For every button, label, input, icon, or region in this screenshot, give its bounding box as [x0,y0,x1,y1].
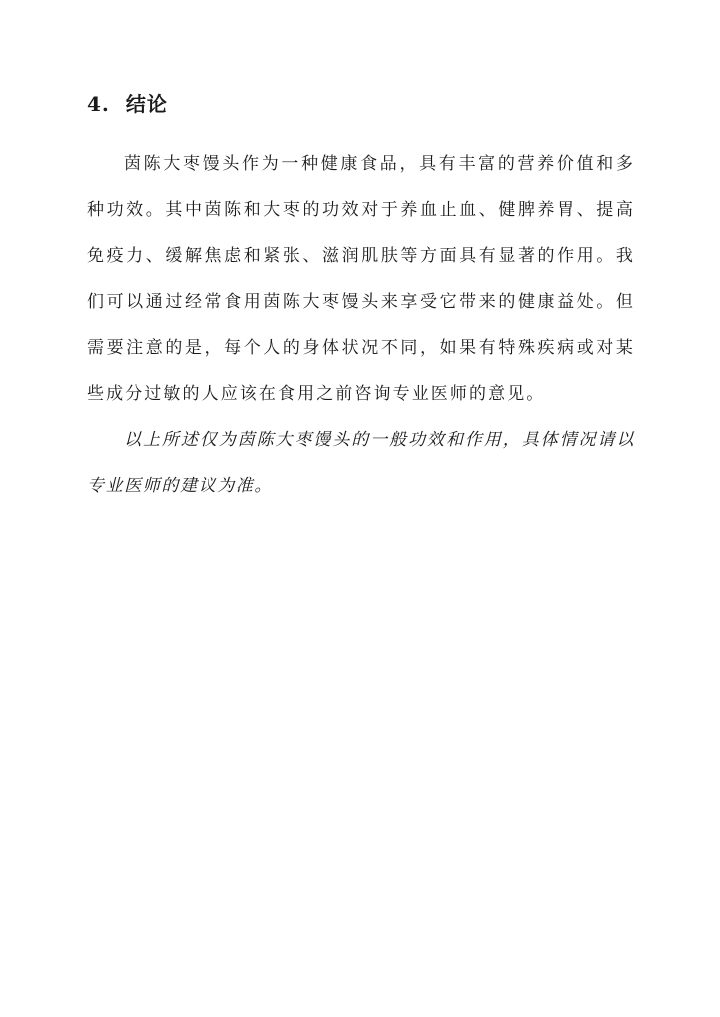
section-title: 结论 [125,92,168,116]
section-number: 4. [87,92,110,116]
conclusion-paragraph: 茵陈大枣馒头作为一种健康食品，具有丰富的营养价值和多种功效。其中茵陈和大枣的功效对于养血止血、健脾养胃、提高免疫力、缓解焦虑和紧张、滋润肌肤等方面具有显著的作用。我们可以通过经常食用茵陈大枣馒头来享受它带来的健康益处。但需要注意的是，每个人的身体状况不同，如果有特殊疾病或对某些成分过敏的人应该在食用之前咨询专业医师的意见。 [87,154,635,404]
section-heading [87,88,168,117]
disclaimer-paragraph: 以上所述仅为茵陈大枣馒头的一般功效和作用，具体情况请以专业医师的建议为准。 [87,430,635,496]
